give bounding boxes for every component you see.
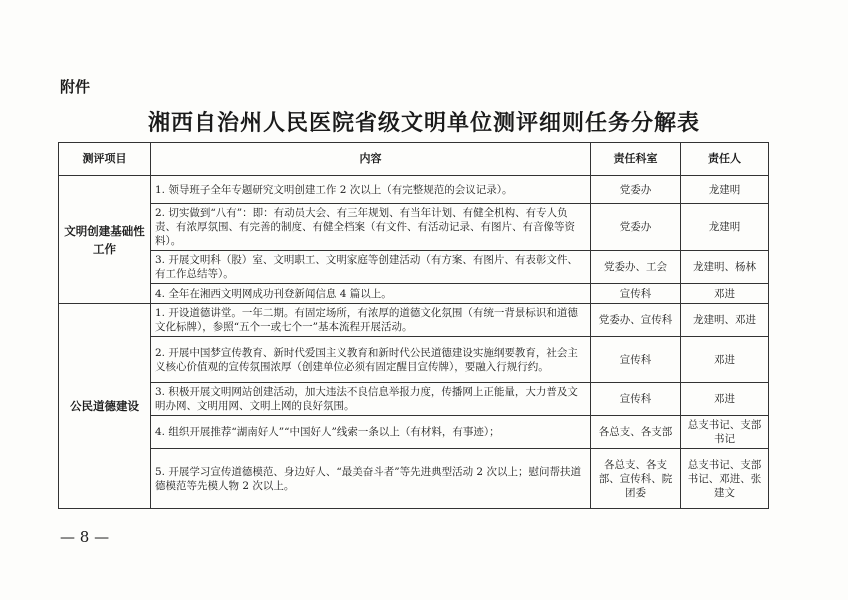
row-dept: 党委办 [591, 204, 681, 251]
category-basic-work: 文明创建基础性工作 [59, 176, 151, 304]
category-civic-morality: 公民道德建设 [59, 304, 151, 509]
table-row [59, 251, 769, 284]
row-content: 1. 开设道德讲堂。一年二期。有固定场所，有浓厚的道德文化氛围（有统一背景标识和道德文化标牌），参照“五个一或七个一”基本流程开展活动。 [151, 304, 591, 337]
task-breakdown-table [58, 142, 769, 509]
table-header-row [59, 143, 769, 176]
row-content: 3. 开展文明科（股）室、文明职工、文明家庭等创建活动（有方案、有图片、有表彰文件、有工作总结等）。 [151, 251, 591, 284]
header-item: 测评项目 [59, 143, 151, 176]
header-content: 内容 [151, 143, 591, 176]
table-row [59, 416, 769, 449]
row-person: 龙建明、邓进 [681, 304, 769, 337]
table-row [59, 284, 769, 304]
header-person: 责任人 [681, 143, 769, 176]
row-dept: 党委办、宣传科 [591, 304, 681, 337]
row-person: 龙建明 [681, 176, 769, 204]
row-dept: 党委办、工会 [591, 251, 681, 284]
page-title: 湘西自治州人民医院省级文明单位测评细则任务分解表 [147, 110, 700, 136]
attachment-label: 附件 [60, 78, 91, 96]
row-person: 邓进 [681, 383, 769, 416]
row-person: 邓进 [681, 337, 769, 383]
row-content: 3. 积极开展文明网站创建活动，加大违法不良信息举报力度，传播网上正能量，大力普及文明办网、文明用网、文明上网的良好氛围。 [151, 383, 591, 416]
table-row [59, 204, 769, 251]
row-person: 邓进 [681, 284, 769, 304]
header-dept: 责任科室 [591, 143, 681, 176]
row-content: 4. 组织开展推荐“湖南好人”“中国好人”线索一条以上（有材料，有事迹）； [151, 416, 591, 449]
row-dept: 宣传科 [591, 337, 681, 383]
row-content: 4. 全年在湘西文明网成功刊登新闻信息 4 篇以上。 [151, 284, 591, 304]
row-content: 5. 开展学习宣传道德模范、身边好人、“最美奋斗者”等先进典型活动 2 次以上；慰问帮扶道德模范等先模人物 2 次以上。 [151, 449, 591, 509]
row-dept: 各总支、各支部、宣传科、院团委 [591, 449, 681, 509]
row-person: 总支书记、支部书记 [681, 416, 769, 449]
row-content: 2. 开展中国梦宣传教育、新时代爱国主义教育和新时代公民道德建设实施纲要教育，社会主义核心价值观的宣传氛围浓厚（创建单位必须有固定醒目宣传牌），要融入行规行约。 [151, 337, 591, 383]
row-dept: 宣传科 [591, 284, 681, 304]
row-person: 总支书记、支部书记、邓进、张建文 [681, 449, 769, 509]
table-row [59, 383, 769, 416]
row-content: 2. 切实做到“八有”：即：有动员大会、有三年规划、有当年计划、有健全机构、有专人负责、有浓厚氛围、有完善的制度、有健全档案（有文件、有活动记录、有图片、有音像等资料）。 [151, 204, 591, 251]
table-row [59, 176, 769, 204]
row-content: 1. 领导班子全年专题研究文明创建工作 2 次以上（有完整规范的会议记录）。 [151, 176, 591, 204]
row-dept: 各总支、各支部 [591, 416, 681, 449]
table-row [59, 304, 769, 337]
table-row [59, 449, 769, 509]
table-row [59, 337, 769, 383]
page-number: — 8 — [60, 528, 110, 546]
row-dept: 党委办 [591, 176, 681, 204]
row-person: 龙建明 [681, 204, 769, 251]
row-person: 龙建明、杨林 [681, 251, 769, 284]
row-dept: 宣传科 [591, 383, 681, 416]
